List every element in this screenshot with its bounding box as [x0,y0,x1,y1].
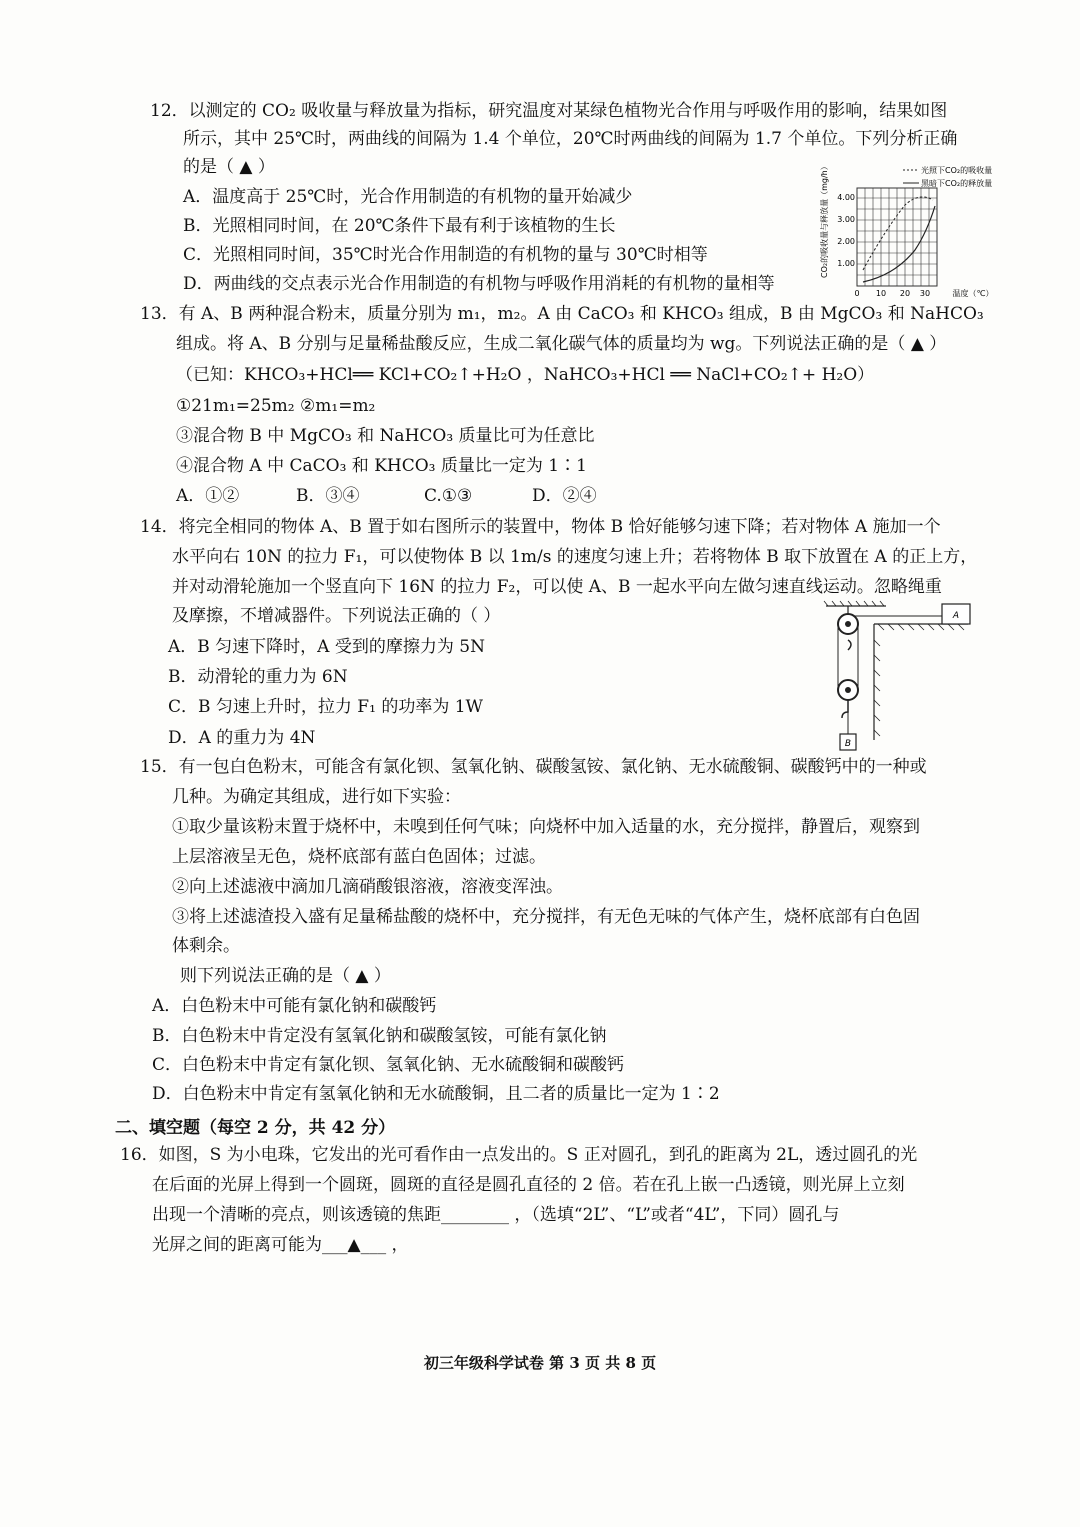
chart-ytick: 4.00 [837,193,855,202]
q13-option-d: D．②④ [532,486,597,506]
q15-option-d: D．白色粉末中肯定有氢氧化钠和无水硫酸铜，且二者的质量比一定为 1∶2 [152,1084,720,1104]
q14-option-b: B．动滑轮的重力为 6N [168,667,348,687]
block-b-label: B [844,739,852,749]
page-footer: 初三年级科学试卷 第 3 页 共 8 页 [423,1354,657,1372]
q15-experiment-2: ②向上述滤液中滴加几滴硝酸银溶液，溶液变浑浊。 [172,877,563,897]
chart-y-label: CO₂的吸收量与释放量（mg/h） [820,162,829,278]
chart-xtick: 0 [854,289,860,298]
q12-option-c: C．光照相同时间，35℃时光合作用制造的有机物的量与 30℃时相等 [183,245,708,265]
q15-experiment-1b: 上层溶液呈无色，烧杯底部有蓝白色固体；过滤。 [172,847,546,867]
q13-option-a: A．①② [176,486,240,506]
chart-xtick: 30 [919,289,931,298]
q13-option-b: B．③④ [296,486,360,506]
chart-x-label: 温度（℃） [952,289,994,298]
chart-xtick: 20 [899,289,911,298]
q15-option-a: A．白色粉末中可能有氯化钠和碳酸钙 [152,996,437,1016]
q12-option-d: D．两曲线的交点表示光合作用制造的有机物与呼吸作用消耗的有机物的量相等 [183,274,775,294]
q16-line-1: 16．如图，S 为小电珠，它发出的光可看作由一点发出的。S 正对圆孔，到孔的距离为 2L，透过圆孔的光 [120,1145,918,1165]
q13-statement-4: ④混合物 A 中 CaCO₃ 和 KHCO₃ 质量比一定为 1∶1 [176,456,587,476]
q15-option-c: C．白色粉末中肯定有氯化钡、氢氧化钠、无水硫酸铜和碳酸钙 [152,1055,625,1075]
q14-line-2: 水平向右 10N 的拉力 F₁，可以使物体 B 以 1m/s 的速度匀速上升；若将物体 B 取下放置在 A 的正上方， [172,547,978,567]
q12-line-1: 12．以测定的 CO₂ 吸收量与释放量为指标，研究温度对某绿色植物光合作用与呼吸作用的影响，结果如图 [150,101,948,121]
q15-line-1: 15．有一包白色粉末，可能含有氯化钡、氢氧化钠、碳酸氢铵、氯化钠、无水硫酸铜、碳酸钙中的一种或 [140,757,927,777]
q12-line-2: 所示，其中 25℃时，两曲线的间隔为 1.4 个单位，20℃时两曲线的间隔为 1.7 个单位。下列分析正确 [183,129,958,149]
q14-line-3: 并对动滑轮施加一个竖直向下 16N 的拉力 F₂，可以使 A、B 一起水平向左做匀速直线运动。忽略绳重 [172,577,942,597]
q15-question: 则下列说法正确的是（ ▲ ） [180,966,391,986]
q12-option-b: B．光照相同时间，在 20℃条件下最有利于该植物的生长 [183,216,616,236]
q15-experiment-3a: ③将上述滤渣投入盛有足量稀盐酸的烧杯中，充分搅拌，有无色无味的气体产生，烧杯底部有白色固 [172,907,920,927]
q16-line-3: 出现一个清晰的亮点，则该透镜的焦距________ ，（选填“2L”、“L”或者“4L”，下同）圆孔与 [152,1205,840,1225]
q12-co2-chart [815,160,1030,300]
q13-statement-1-2: ①21m₁=25m₂ ②m₁=m₂ [176,396,376,416]
chart-legend-light: 光照下CO₂的吸收量 [921,166,993,175]
q14-option-c: C．B 匀速上升时，拉力 F₁ 的功率为 1W [168,697,484,717]
section-2-heading: 二、填空题（每空 2 分，共 42 分） [115,1118,396,1138]
chart-series-light [863,197,933,270]
q15-line-2: 几种。为确定其组成，进行如下实验： [172,787,461,807]
chart-legend-dark: 黑暗下CO₂的释放量 [921,179,993,188]
q14-option-d: D．A 的重力为 4N [168,728,316,748]
chart-xtick: 10 [875,289,887,298]
q12-line-3: 的是（ ▲ ） [183,157,275,177]
q16-line-4: 光屏之间的距离可能为___▲___ ， [152,1235,409,1255]
chart-ytick: 1.00 [837,259,855,268]
chart-ytick: 2.00 [837,237,855,246]
q14-line-4: 及摩擦，不增减器件。下列说法正确的（ ） [172,606,501,626]
q13-statement-3: ③混合物 B 中 MgCO₃ 和 NaHCO₃ 质量比可为任意比 [176,426,595,446]
block-a-label: A [952,611,960,621]
q16-line-2: 在后面的光屏上得到一个圆斑，圆斑的直径是圆孔直径的 2 倍。若在孔上嵌一凸透镜，则光屏上立刻 [152,1175,905,1195]
q13-line-1: 13．有 A、B 两种混合粉末，质量分别为 m₁，m₂。A 由 CaCO₃ 和 KHCO₃ 组成，B 由 MgCO₃ 和 NaHCO₃ [140,304,984,324]
q15-experiment-3b: 体剩余。 [172,936,240,956]
q12-option-a: A．温度高于 25℃时，光合作用制造的有机物的量开始减少 [183,187,633,207]
q13-line-2: 组成。将 A、B 分别与足量稀盐酸反应，生成二氧化碳气体的质量均为 wg。下列说法正确的是（ ▲ ） [176,334,947,354]
chart-series-dark [863,206,935,282]
q14-option-a: A．B 匀速下降时，A 受到的摩擦力为 5N [168,637,485,657]
q13-line-3: （已知：KHCO₃+HCl══ KCl+CO₂↑+H₂O ，NaHCO₃+HCl ══ NaCl+CO₂↑+ H₂O） [176,365,875,385]
q14-pulley-diagram [818,600,978,756]
q15-experiment-1a: ①取少量该粉末置于烧杯中，未嗅到任何气味；向烧杯中加入适量的水，充分搅拌，静置后，观察到 [172,817,920,837]
q15-option-b: B．白色粉末中肯定没有氢氧化钠和碳酸氢铵，可能有氯化钠 [152,1026,607,1046]
q13-option-c: C.①③ [424,486,473,506]
chart-ytick: 3.00 [837,215,855,224]
q14-line-1: 14．将完全相同的物体 A、B 置于如右图所示的装置中，物体 B 恰好能够匀速下降；若对物体 A 施加一个 [140,517,941,537]
